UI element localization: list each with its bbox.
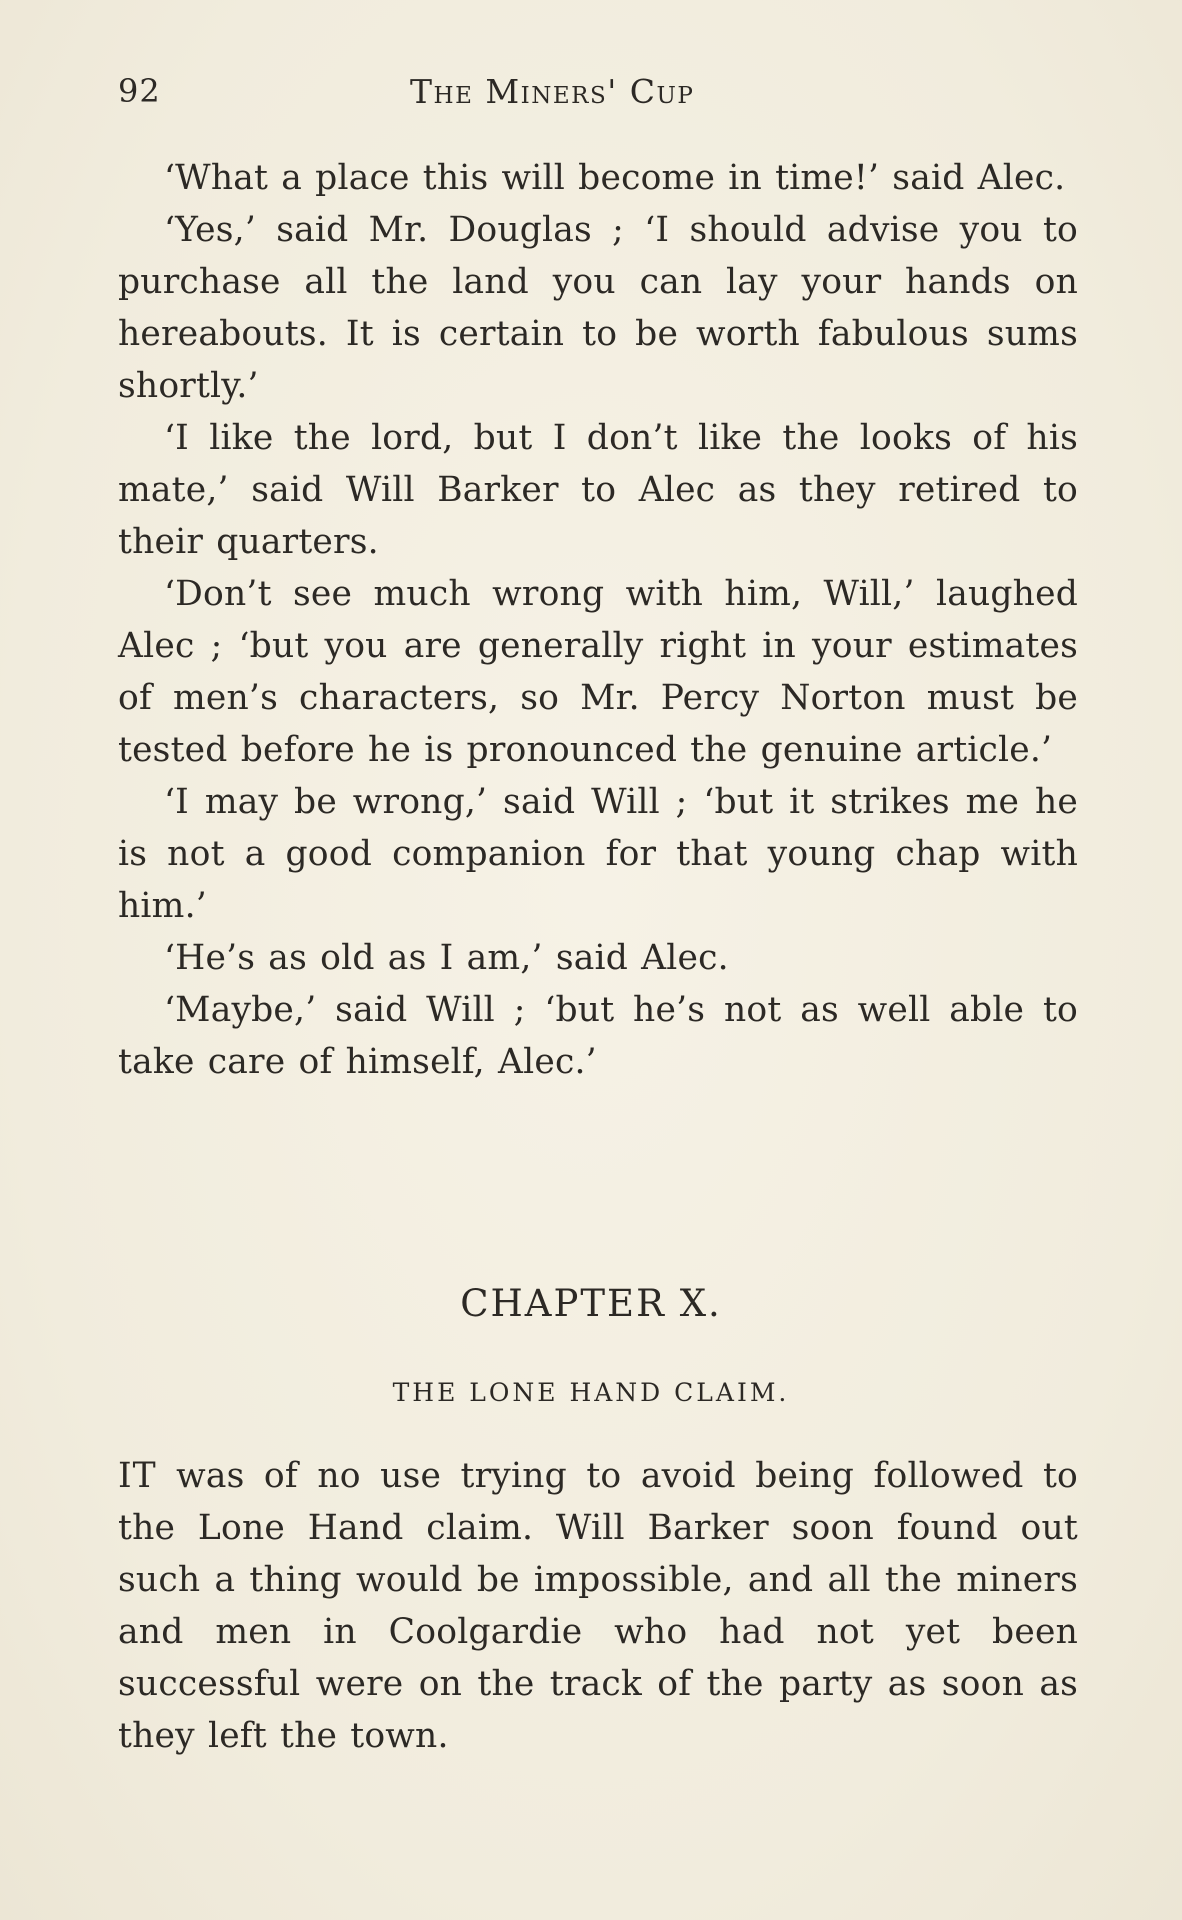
chapter-subtitle: THE LONE HAND CLAIM. bbox=[392, 1378, 790, 1407]
opening-paragraph-text: was of no use trying to avoid being followed to the Lone Hand claim. Will Barker soon found out such a thing would be impossible, and all the miners and men in Coolgardie who had not yet been successful were on the track of the party as soon as they left the town. bbox=[118, 1456, 1078, 1756]
body-text bbox=[118, 152, 1078, 1088]
page-number: 92 bbox=[118, 72, 161, 110]
running-title: The Miners' Cup bbox=[410, 72, 695, 111]
chapter-heading: CHAPTER X. bbox=[460, 1282, 722, 1325]
chapter-opening-paragraph bbox=[118, 1450, 1078, 1762]
paragraph: ‘I like the lord, but I don’t like the looks of his mate,’ said Will Barker to Alec as they retired to their quarters. bbox=[118, 418, 1078, 562]
opening-caps: IT bbox=[118, 1456, 157, 1496]
paragraph: ‘Don’t see much wrong with him, Will,’ laughed Alec ; ‘but you are generally right in your estimates of men’s characters, so Mr. Percy Norton must be tested before he is pronounced the genuine article.’ bbox=[118, 574, 1078, 770]
paragraph: ‘What a place this will become in time!’ said Alec. bbox=[164, 158, 1066, 198]
chapter-opening-text bbox=[118, 1450, 1078, 1762]
paragraph: ‘Maybe,’ said Will ; ‘but he’s not as well able to take care of himself, Alec.’ bbox=[118, 990, 1078, 1082]
paragraph: ‘He’s as old as I am,’ said Alec. bbox=[164, 938, 729, 978]
paragraph: ‘I may be wrong,’ said Will ; ‘but it strikes me he is not a good companion for that young chap with him.’ bbox=[118, 782, 1078, 926]
page-header bbox=[118, 72, 1068, 122]
paragraph: ‘Yes,’ said Mr. Douglas ; ‘I should advise you to purchase all the land you can lay your hands on hereabouts. It is certain to be worth fabulous sums shortly.’ bbox=[118, 210, 1078, 406]
